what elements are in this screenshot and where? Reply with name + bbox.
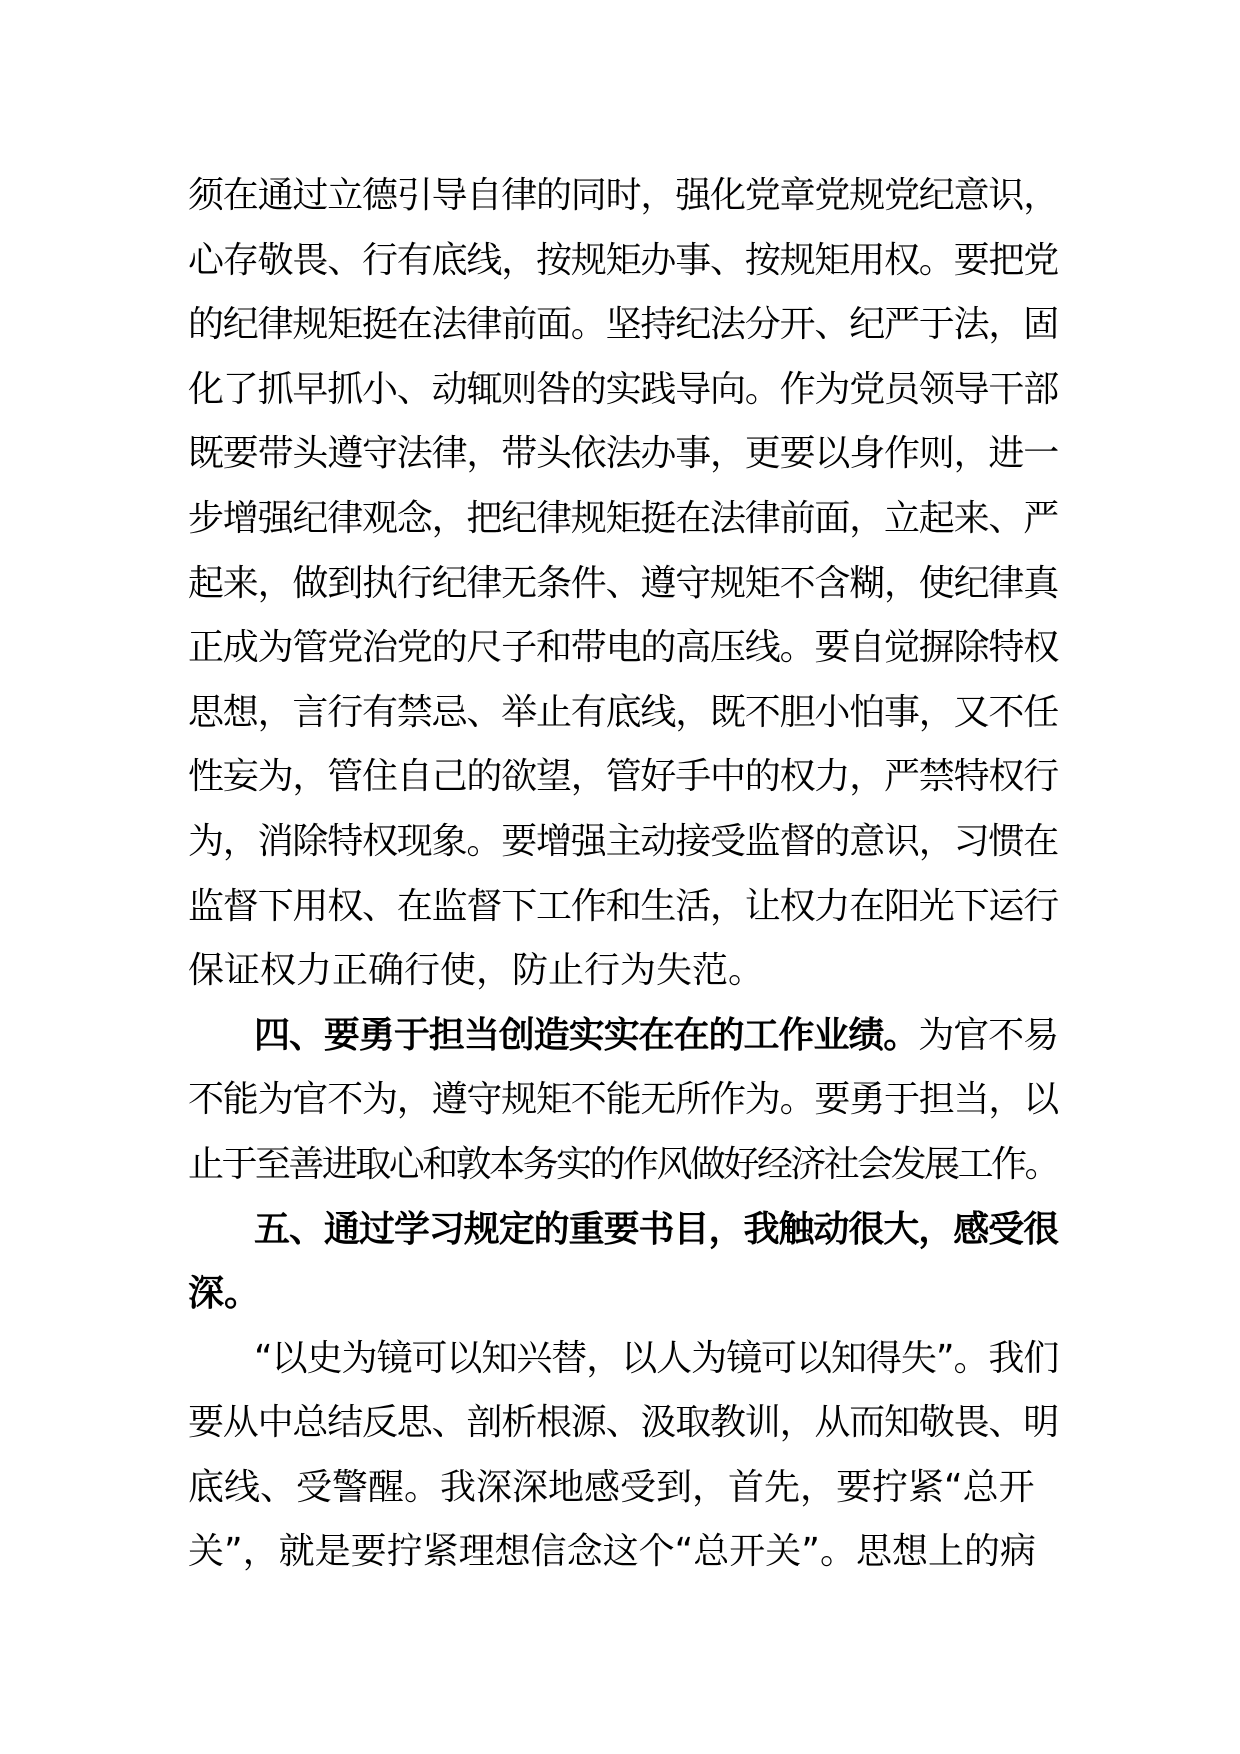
text-line: 既要带头遵守法律，带头依法办事，更要以身作则，进一	[188, 433, 1059, 475]
section-5-heading: 五、通过学习规定的重要书目，我触动很大，感受很	[254, 1208, 1059, 1250]
text-line: 化了抓早抓小、动辄则咎的实践导向。作为党员领导干部	[188, 368, 1059, 410]
text-line: 性妄为，管住自己的欲望，管好手中的权力，严禁特权行	[188, 756, 1059, 798]
text-line: 思想，言行有禁忌、举止有底线，既不胆小怕事，又不任	[188, 691, 1059, 733]
text-line: 不能为官不为，遵守规矩不能无所作为。要勇于担当，以	[188, 1079, 1059, 1121]
text-line: 要从中总结反思、剖析根源、汲取教训，从而知敬畏、明	[188, 1402, 1059, 1444]
text-line: 监督下用权、在监督下工作和生活，让权力在阳光下运行	[188, 885, 1059, 927]
text-line: 保证权力正确行使，防止行为失范。	[188, 950, 765, 992]
text-line: 步增强纪律观念，把纪律规矩挺在法律前面，立起来、严	[188, 497, 1059, 539]
text-line: 为，消除特权现象。要增强主动接受监督的意识，习惯在	[188, 820, 1059, 862]
text-line: 止于至善进取心和敦本务实的作风做好经济社会发展工作。	[188, 1143, 1058, 1185]
section-4-heading: 四、要勇于担当创造实实在在的工作业绩。	[254, 1014, 919, 1056]
text-line: 的纪律规矩挺在法律前面。坚持纪法分开、纪严于法，固	[188, 304, 1059, 346]
section-5-heading-continued: 深。	[188, 1273, 261, 1315]
text-line: 底线、受警醒。我深深地感受到，首先，要拧紧“总开	[188, 1466, 1035, 1508]
text-line: 正成为管党治党的尺子和带电的高压线。要自觉摒除特权	[188, 627, 1059, 669]
text-line: 心存敬畏、行有底线，按规矩办事、按规矩用权。要把党	[188, 239, 1059, 281]
section-4-first-line-text: 为官不易	[918, 1014, 1059, 1056]
text-line: 须在通过立德引导自律的同时，强化党章党规党纪意识，	[188, 175, 1059, 216]
text-line: 起来，做到执行纪律无条件、遵守规矩不含糊，使纪律真	[188, 562, 1059, 604]
document-body	[188, 164, 1058, 1585]
section-4-first-line	[188, 1004, 1058, 1069]
paragraph-first-line: “以史为镜可以知兴替，以人为镜可以知得失”。我们	[254, 1337, 1059, 1379]
text-line: 关”，就是要拧紧理想信念这个“总开关”。思想上的病	[188, 1531, 1036, 1573]
